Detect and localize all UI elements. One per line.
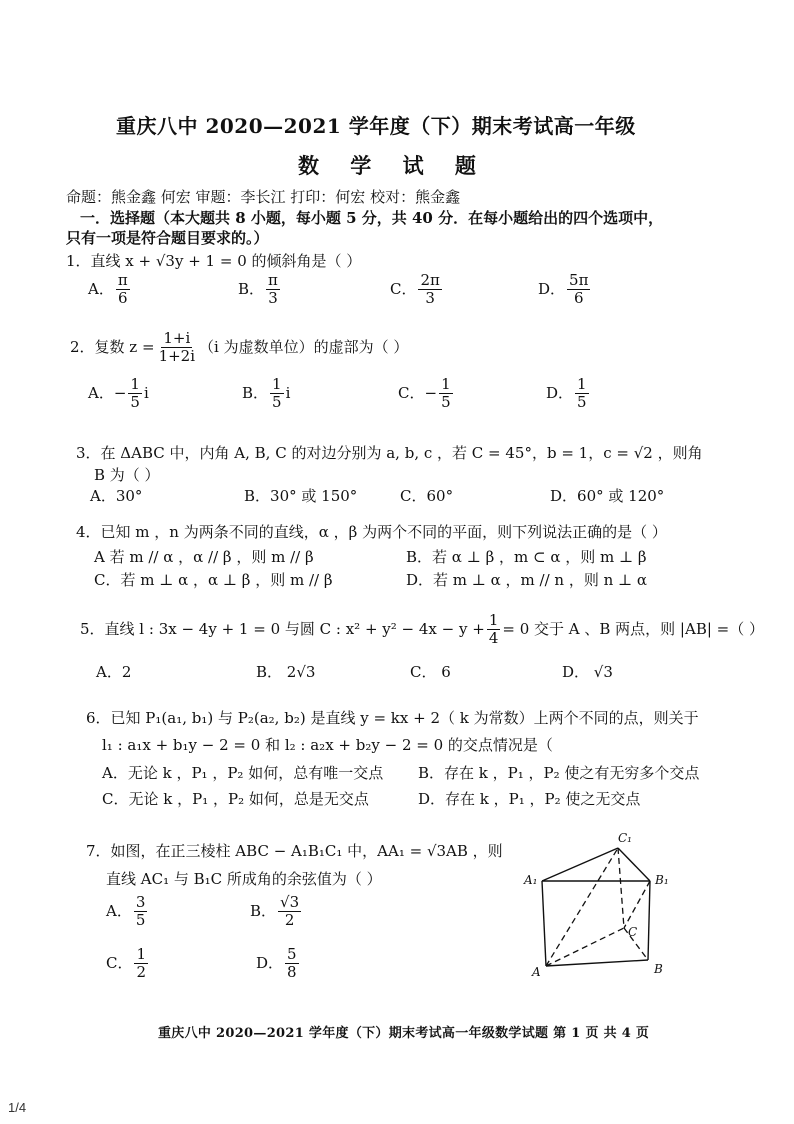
edge-c1-c-hidden: [618, 848, 624, 928]
q3-option-c: C．60°: [400, 487, 454, 505]
q3-stem-cont: B 为（ ）: [94, 466, 160, 484]
exam-title: 重庆八中 2020—2021 学年度（下）期末考试高一年级: [116, 114, 636, 138]
q4-stem: 4．已知 m ，n 为两条不同的直线，α ，β 为两个不同的平面，则下列说法正确的是（ ）: [76, 523, 667, 541]
q1-option-c: C． $\frac{2\pi}{3}$: [390, 271, 440, 308]
q2-option-d: D． $\frac{1}{5}$: [546, 375, 587, 412]
q5-option-b: B． 2√3: [256, 663, 316, 681]
edge-b1-b: [648, 881, 650, 960]
credits-line: 命题：熊金鑫 何宏 审题：李长江 打印：何宏 校对：熊金鑫: [66, 188, 461, 206]
q6-stem: 6．已知 P₁(a₁, b₁) 与 P₂(a₂, b₂) 是直线 y = kx + 2（ k 为常数）上两个不同的点，则关于: [86, 709, 699, 727]
label-a: A: [532, 965, 541, 979]
q1-option-d: D． $\frac{5\pi}{6}$: [538, 271, 589, 308]
exam-subtitle: 数 学 试 题: [298, 153, 488, 178]
q4-option-b: B．若 α ⊥ β ，m ⊂ α ，则 m ⊥ β: [406, 548, 647, 566]
q7-stem-cont: 直线 AC₁ 与 B₁C 所成角的余弦值为（ ）: [106, 870, 382, 888]
q2-option-c: C．− $\frac{1}{5}$: [398, 375, 451, 412]
edge-a-b: [546, 960, 648, 966]
page-indicator: 1/4: [8, 1100, 27, 1115]
q6-option-a: A．无论 k ，P₁ ，P₂ 如何，总有唯一交点: [102, 764, 384, 782]
section-heading-cont: 只有一项是符合题目要求的。）: [66, 229, 269, 247]
q5-option-a: A．2: [96, 663, 132, 681]
q7-option-c: C． $\frac{1}{2}$: [106, 945, 147, 982]
q7-option-b: B． $\frac{√3}{2}$: [250, 893, 300, 930]
q6-stem-cont: l₁ : a₁x + b₁y − 2 = 0 和 l₂ : a₂x + b₂y − 2 = 0 的交点情况是（: [102, 736, 553, 754]
label-b: B: [654, 962, 663, 976]
q6-option-c: C．无论 k ，P₁ ，P₂ 如何，总是无交点: [102, 790, 369, 808]
q7-option-d: D． $\frac{5}{8}$: [256, 945, 297, 982]
q1-stem: 1．直线 x + √3y + 1 = 0 的倾斜角是（ ）: [66, 252, 362, 270]
q1-option-a: A． $\frac{\pi}{6}$: [88, 271, 128, 308]
q4-option-d: D．若 m ⊥ α ，m // n ，则 n ⊥ α: [406, 571, 648, 589]
label-a1: A₁: [524, 873, 538, 887]
q5-option-d: D． √3: [562, 663, 613, 681]
label-c1: C₁: [618, 831, 632, 845]
q3-option-d: D．60° 或 120°: [550, 487, 665, 505]
q3-option-a: A．30°: [90, 487, 143, 505]
q1-option-b: B． $\frac{\pi}{3}$: [238, 271, 278, 308]
q6-option-d: D．存在 k ，P₁ ，P₂ 使之无交点: [418, 790, 641, 808]
q4-option-c: C．若 m ⊥ α ，α ⊥ β ，则 m // β: [94, 571, 333, 589]
section-heading: 一．选择题（本大题共 8 小题，每小题 5 分，共 40 分．在每小题给出的四个选项中，: [80, 209, 664, 227]
page-footer: 重庆八中 2020—2021 学年度（下）期末考试高一年级数学试题 第 1 页 共 4 页: [158, 1026, 650, 1041]
label-b1: B₁: [655, 873, 669, 887]
prism-figure: [520, 828, 690, 988]
q3-option-b: B．30° 或 150°: [244, 487, 358, 505]
q5-option-c: C． 6: [410, 663, 451, 681]
q7-option-a: A． $\frac{3}{5}$: [106, 893, 146, 930]
edge-a1-a: [542, 881, 546, 966]
q2-stem: 2．复数 z = $\frac{1+i}{1+2i}$ （i 为虚数单位）的虚部为（ ）: [70, 329, 409, 366]
q3-stem: 3．在 ΔABC 中，内角 A, B, C 的对边分别为 a, b, c ，若 C = 45°，b = 1，c = √2 ，则角: [76, 444, 703, 462]
label-c: C: [628, 925, 638, 939]
q7-stem: 7．如图，在正三棱柱 ABC − A₁B₁C₁ 中，AA₁ = √3AB ，则: [86, 842, 503, 860]
edge-a1-c1: [542, 848, 618, 881]
q5-stem: 5．直线 l : 3x − 4y + 1 = 0 与圆 C : x² + y² − 4x − y + $\frac{1}{4}$ = 0 交于 A 、B 两点，则 |AB| =（ ）: [80, 611, 765, 648]
diagonal-b1-c: [624, 881, 650, 928]
q2-option-a: A．− $\frac{1}{5}$ i: [88, 375, 149, 412]
q6-option-b: B．存在 k ，P₁ ，P₂ 使之有无穷多个交点: [418, 764, 700, 782]
q2-option-b: B． $\frac{1}{5}$ i: [242, 375, 291, 412]
q4-option-a: A 若 m // α ，α // β ，则 m // β: [94, 548, 314, 566]
edge-c1-b1: [618, 848, 650, 881]
